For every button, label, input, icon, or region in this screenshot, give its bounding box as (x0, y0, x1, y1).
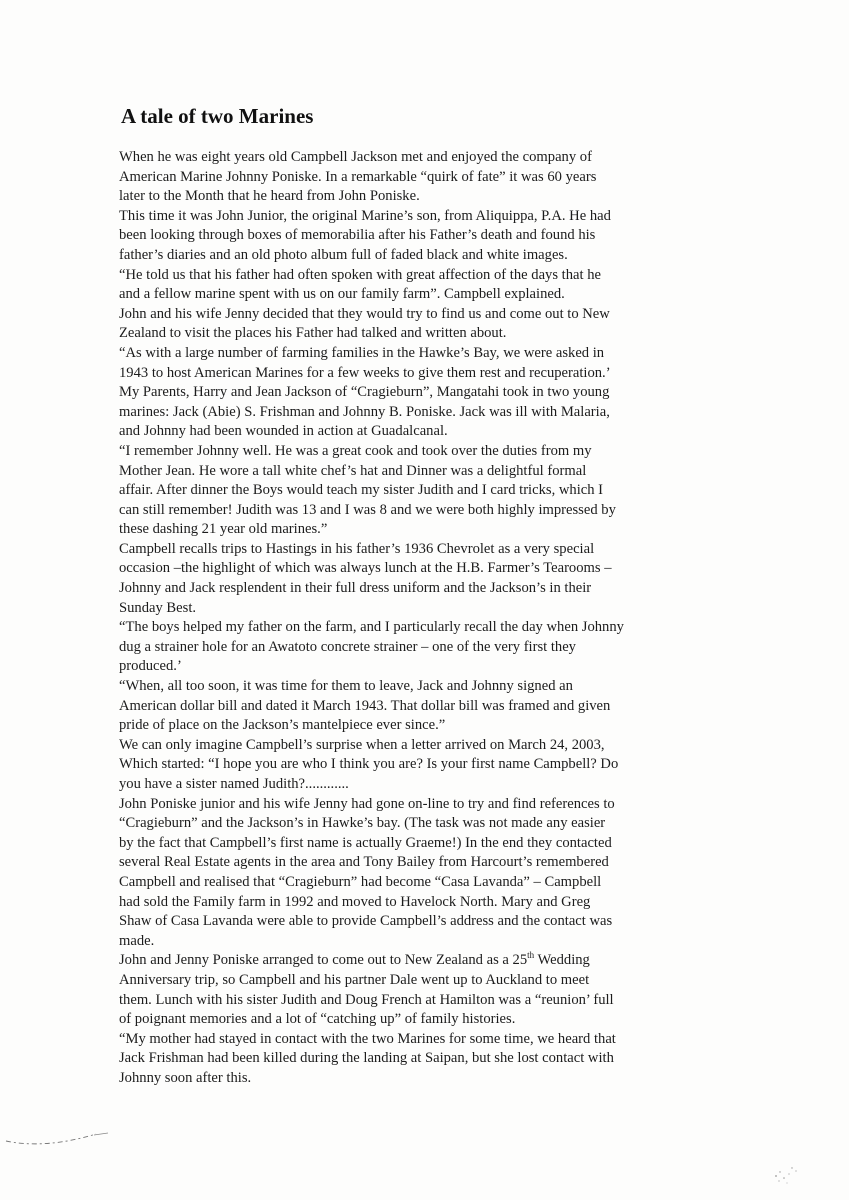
document-title: A tale of two Marines (121, 104, 314, 128)
text-line: Anniversary trip, so Campbell and his partner Dale went up to Auckland to meet (119, 971, 590, 988)
text-line: and Johnny had been wounded in action at Guadalcanal. (119, 423, 448, 440)
text-line: can still remember! Judith was 13 and I was 8 and we were both highly impressed by (119, 501, 616, 518)
text-line: dug a strainer hole for an Awatoto concrete strainer – one of the very first they (119, 638, 576, 655)
text-line: John and his wife Jenny decided that they would try to find us and come out to New (119, 305, 610, 322)
text-line: and a fellow marine spent with us on our family farm”. Campbell explained. (119, 286, 565, 303)
article-body (119, 148, 719, 1089)
text-line: Jack Frishman had been killed during the landing at Saipan, but she lost contact with (119, 1050, 614, 1067)
text-line: Shaw of Casa Lavanda were able to provide Campbell’s address and the contact was (119, 913, 613, 930)
text-line: “Cragieburn” and the Jackson’s in Hawke’s bay. (The task was not made any easier (119, 815, 606, 832)
text-line: American Marine Johnny Poniske. In a remarkable “quirk of fate” it was 60 years (119, 168, 597, 185)
text-line: produced.’ (119, 658, 182, 675)
text-line: them. Lunch with his sister Judith and Doug French at Hamilton was a “reunion’ full (119, 991, 614, 1008)
text-line: “As with a large number of farming families in the Hawke’s Bay, we were asked in (119, 344, 605, 361)
text-line: Sunday Best. (119, 599, 197, 616)
text-line: American dollar bill and dated it March 1943. That dollar bill was framed and given (119, 697, 611, 714)
text-line: by the fact that Campbell’s first name is actually Graeme!) In the end they contacted (119, 834, 612, 851)
text-line: of poignant memories and a lot of “catching up” of family histories. (119, 1011, 516, 1028)
text-line: This time it was John Junior, the original Marine’s son, from Aliquippa, P.A. He had (119, 207, 611, 224)
text-line: Mother Jean. He wore a tall white chef’s hat and Dinner was a delightful formal (119, 462, 587, 479)
text-line: 1943 to host American Marines for a few weeks to give them rest and recuperation.’ (119, 364, 611, 381)
text-line: Johnny soon after this. (119, 1069, 252, 1086)
text-line: When he was eight years old Campbell Jackson met and enjoyed the company of (119, 149, 592, 165)
text-fragment: Wedding (534, 952, 590, 969)
text-line: pride of place on the Jackson’s mantelpiece ever since.” (119, 717, 446, 734)
text-line: affair. After dinner the Boys would teach my sister Judith and I card tricks, which I (119, 482, 604, 499)
text-line: made. (119, 932, 155, 949)
text-line: you have a sister named Judith?............ (119, 776, 349, 792)
text-line: “The boys helped my father on the farm, and I particularly recall the day when Johnny (119, 619, 624, 636)
text-line: several Real Estate agents in the area and Tony Bailey from Harcourt’s remembered (119, 854, 609, 871)
text-line: father’s diaries and an old photo album full of faded black and white images. (119, 246, 568, 263)
text-line: “I remember Johnny well. He was a great cook and took over the duties from my (119, 442, 592, 459)
text-line: Campbell and realised that “Cragieburn” had become “Casa Lavanda” – Campbell (119, 873, 602, 890)
text-line: “He told us that his father had often spoken with great affection of the days that he (119, 266, 601, 283)
text-line: My Parents, Harry and Jean Jackson of “Cragieburn”, Mangatahi took in two young (119, 384, 610, 401)
text-line: been looking through boxes of memorabilia after his Father’s death and found his (119, 227, 596, 244)
text-line: “When, all too soon, it was time for them to leave, Jack and Johnny signed an (119, 678, 573, 695)
text-line: had sold the Family farm in 1992 and moved to Havelock North. Mary and Greg (119, 893, 591, 910)
text-line: Johnny and Jack resplendent in their full dress uniform and the Jackson’s in their (119, 580, 592, 597)
text-line: We can only imagine Campbell’s surprise when a letter arrived on March 24, 2003, (119, 736, 605, 753)
text-line: these dashing 21 year old marines.” (119, 521, 328, 538)
text-fragment: John and Jenny Poniske arranged to come out to New Zealand as a 25 (119, 952, 528, 969)
text-line-with-ordinal (119, 951, 719, 971)
ordinal-suffix: th (527, 950, 535, 961)
text-line: Which started: “I hope you are who I think you are? Is your first name Campbell? Do (119, 756, 619, 773)
text-line: Campbell recalls trips to Hastings in his father’s 1936 Chevrolet as a very special (119, 540, 595, 557)
text-line: occasion –the highlight of which was always lunch at the H.B. Farmer’s Tearooms – (119, 560, 612, 577)
text-line: “My mother had stayed in contact with the two Marines for some time, we heard that (119, 1030, 616, 1047)
text-line: later to the Month that he heard from John Poniske. (119, 188, 420, 205)
text-line: marines: Jack (Abie) S. Frishman and Johnny B. Poniske. Jack was ill with Malaria, (119, 403, 610, 420)
text-line: John Poniske junior and his wife Jenny had gone on-line to try and find references to (119, 795, 615, 812)
text-line: Zealand to visit the places his Father had talked and written about. (119, 325, 507, 342)
